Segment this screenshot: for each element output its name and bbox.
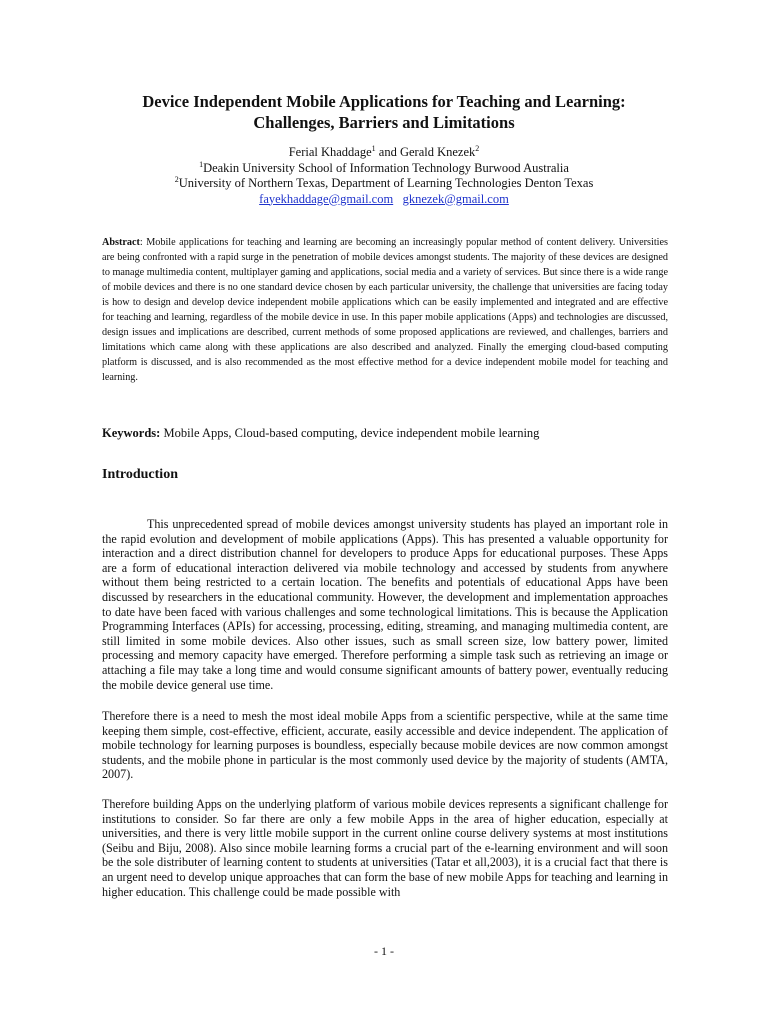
author-2-sup: 2 (475, 143, 480, 153)
author-conjunction: and (375, 145, 400, 159)
author-1: Ferial Khaddage (288, 145, 372, 159)
page-number: - 1 - (374, 944, 394, 958)
affiliation-1 (100, 161, 668, 177)
body-paragraph: Therefore there is a need to mesh the most ideal mobile Apps from a scientific perspective, while at the same time keeping them simple, cost-effective, efficient, accurate, easily accessible and device independent. The application of mobile technology for learning purposes is boundless, especially because mobile devices are now common amongst students, and the mobile phone in particular is the most commonly used device by the majority of students (AMTA, 2007). (102, 709, 668, 782)
email-link-1[interactable]: fayekhaddage@gmail.com (259, 191, 394, 206)
author-2: Gerald Knezek (399, 145, 476, 159)
affiliation-1-text: Deakin University School of Information Technology Burwood Australia (203, 160, 569, 175)
affiliation-2-text: University of Northern Texas, Department of Learning Technologies Denton Texas (178, 176, 594, 190)
title-line-2: Challenges, Barriers and Limitations (253, 113, 515, 132)
affiliation-2 (100, 176, 668, 192)
title-line-1: Device Independent Mobile Applications for Teaching and Learning: (142, 92, 626, 111)
author-block (100, 145, 668, 207)
body-paragraph: Therefore building Apps on the underlying platform of various mobile devices represents a significant challenge for institutions to consider. So far there are only a few mobile Apps in the area of higher education, especially at universities, and there is very little mobile support in the current online course delivery systems at most institutions (Seibu and Biju, 2008). Also since mobile learning forms a crucial part of the e-learning environment and will soon be the sole distributer of learning content to students at universities (Tatar et all,2003), it is a crucial fact that there is an urgent need to develop unique approaches that can form the base of new mobile Apps for teaching and learning in higher education. This challenge could be made possible with (102, 797, 668, 899)
email-link-2[interactable]: gknezek@gmail.com (402, 191, 509, 206)
paper-title (100, 91, 668, 133)
email-line (100, 192, 668, 208)
section-heading-introduction: Introduction (102, 467, 178, 482)
abstract (102, 235, 668, 385)
abstract-label: Abstract (102, 237, 140, 248)
keywords (102, 425, 668, 441)
author-1-sup: 1 (371, 143, 376, 153)
affiliation-2-sup: 2 (174, 174, 179, 184)
author-names (100, 145, 668, 161)
body-paragraph: This unprecedented spread of mobile devices amongst university students has played an important role in the rapid evolution and development of mobile applications (Apps). This has presented a valuable opportunity for interaction and a direct distribution channel for developers to produce Apps for educational purposes. These Apps are a form of educational interaction delivered via mobile technology and accessed by students from anywhere without them being restricted to a certain location. The benefits and potentials of educational Apps have been discussed by researchers in the educational community. However, the development and implementation approaches to date have been faced with various challenges and some technological limitations. This is because the Application Programming Interfaces (APIs) for accessing, processing, editing, streaming, and managing multimedia content, are still limited in some mobile devices. Also other issues, such as small screen size, low battery power, limited processing and memory capacity have emerged. Therefore performing a simple task such as retrieving an image or attaching a file may take a long time and would consume significant amounts of battery power, eventually reducing the mobile device general use time. (102, 517, 668, 692)
keywords-text: Mobile Apps, Cloud-based computing, device independent mobile learning (160, 426, 540, 440)
affiliation-1-sup: 1 (199, 159, 204, 169)
abstract-text: : Mobile applications for teaching and learning are becoming an increasingly popular method of content delivery. Universities are being confronted with a rapid surge in the penetration of mobile devices amongst students. The majority of these devices are designed to manage multimedia content, multiplayer gaming and applications, social media and a variety of services. But since there is a wide range of mobile devices and there is no one standard device chosen by each particular university, the challenge that universities are facing today is how to design and develop device independent mobile applications which can be easily implemented and integrated and are effective for teaching and learning, regardless of the mobile device in use. In this paper mobile applications (Apps) and technologies are discussed, design issues and implications are described, current methods of some proposed applications are reviewed, and challenges, barriers and limitations which came along with these applications are also described and analyzed. Finally the emerging cloud-based computing platform is discussed, and is also recommended as the most effective method for a device independent mobile model for teaching and learning. (102, 237, 668, 383)
keywords-label: Keywords: (102, 426, 161, 440)
